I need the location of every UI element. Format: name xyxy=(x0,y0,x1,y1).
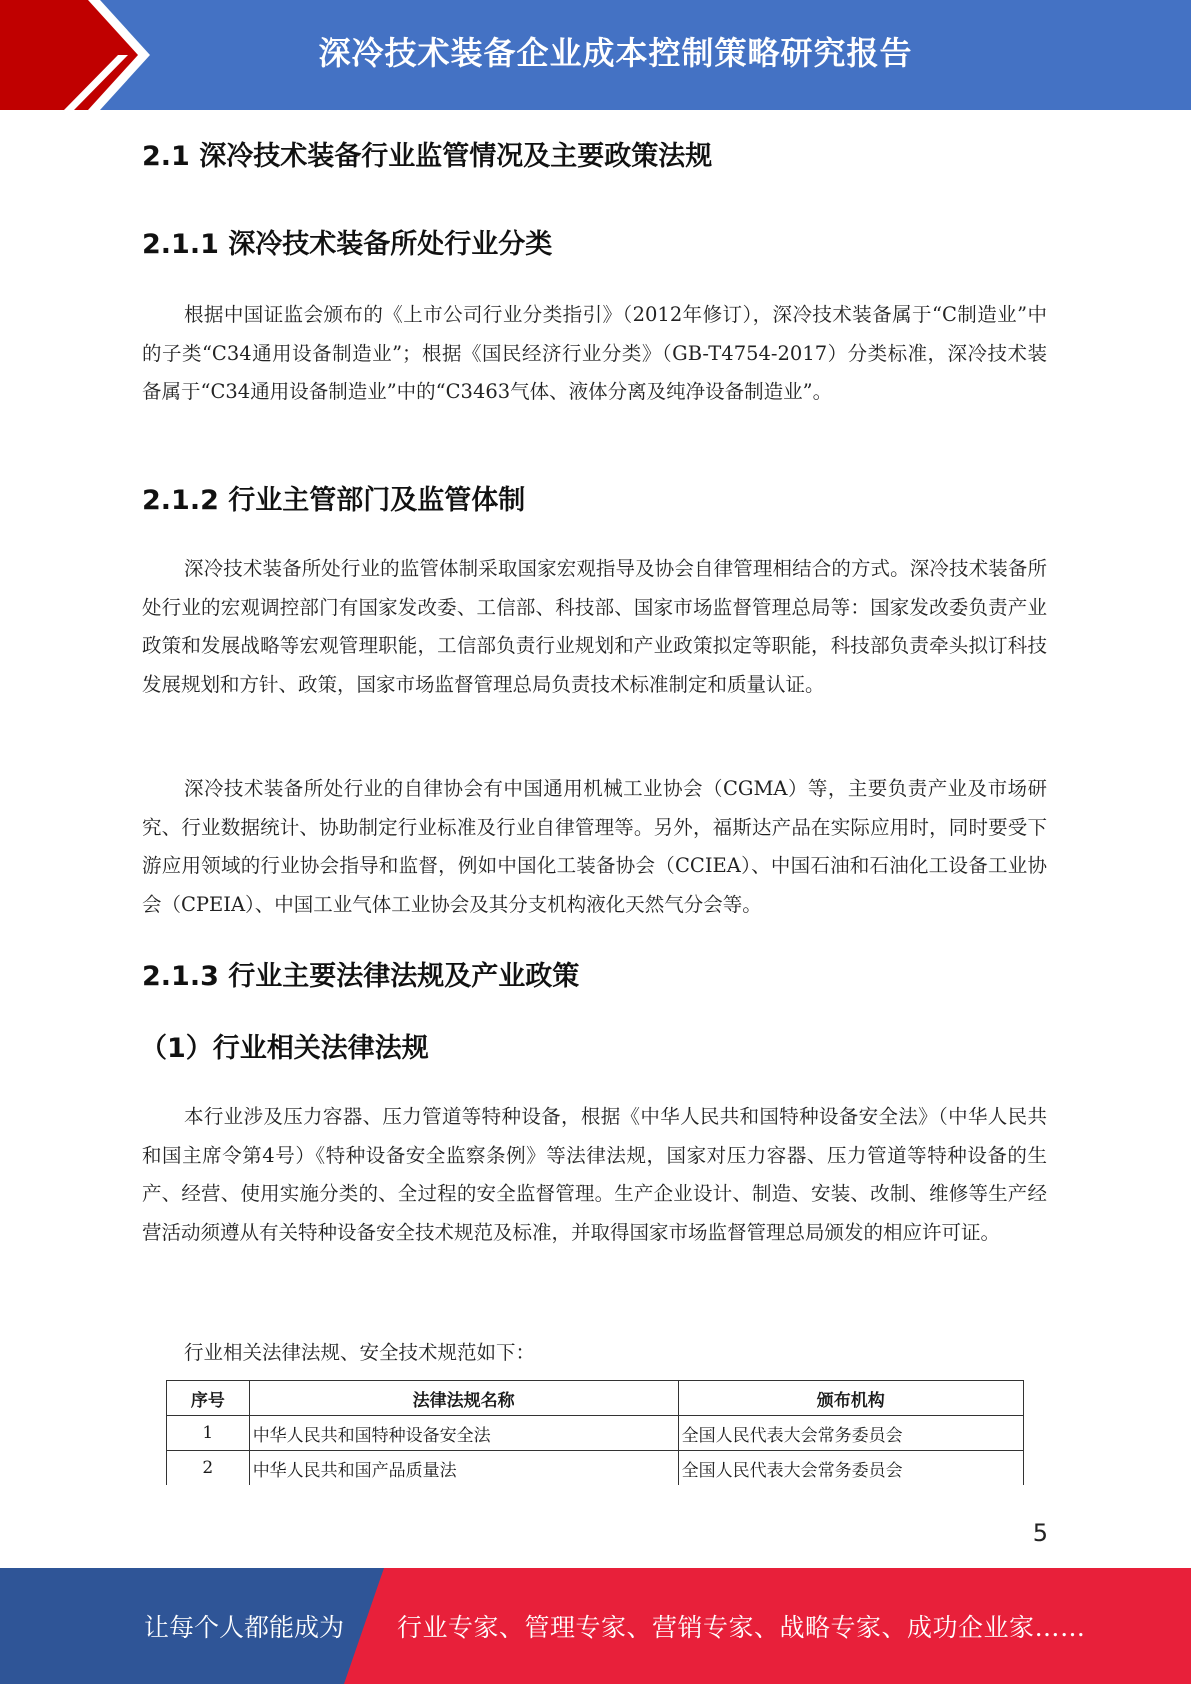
column-header-issuer: 颁布机构 xyxy=(678,1381,1023,1416)
footer-slogan-right: 行业专家、管理专家、营销专家、战略专家、成功企业家…… xyxy=(397,1613,1086,1642)
column-header-law-name: 法律法规名称 xyxy=(249,1381,678,1416)
paragraph-table-intro: 行业相关法律法规、安全技术规范如下： xyxy=(184,1341,536,1364)
paragraph-industry-classification: 根据中国证监会颁布的《上市公司行业分类指引》（2012年修订），深冷技术装备属于“C制造业”中的子类“C34通用设备制造业”；根据《国民经济行业分类》（GB-T4754-2017）分类标准，深冷技术装备属于“C34通用设备制造业”中的“C3463气体、液体分离及纯净设备制造业”。 xyxy=(142,303,1047,403)
table-header-row xyxy=(167,1381,1024,1416)
heading-2-1-3: 2.1.3 行业主要法律法规及产业政策 xyxy=(142,961,580,992)
paragraph-self-regulation: 深冷技术装备所处行业的自律协会有中国通用机械工业协会（CGMA）等，主要负责产业及市场研究、行业数据统计、协助制定行业标准及行业自律管理等。另外，福斯达产品在实际应用时，同时要受下游应用领域的行业协会指导和监督，例如中国化工装备协会（CCIEA）、中国石油和石油化工设备工业协会（CPEIA）、中国工业气体工业协会及其分支机构液化天然气分会等。 xyxy=(142,777,1047,916)
cell-issuer: 全国人民代表大会常务委员会 xyxy=(678,1416,1023,1451)
heading-2-1: 2.1 深冷技术装备行业监管情况及主要政策法规 xyxy=(142,141,713,172)
heading-2-1-1: 2.1.1 深冷技术装备所处行业分类 xyxy=(142,229,553,260)
cell-law-name: 中华人民共和国特种设备安全法 xyxy=(249,1416,678,1451)
column-header-number: 序号 xyxy=(167,1381,250,1416)
footer-slogan-left: 让每个人都能成为 xyxy=(144,1613,345,1642)
cell-issuer: 全国人民代表大会常务委员会 xyxy=(678,1451,1023,1486)
laws-table xyxy=(166,1380,1024,1485)
paragraph-special-equipment: 本行业涉及压力容器、压力管道等特种设备，根据《中华人民共和国特种设备安全法》（中华人民共和国主席令第4号）《特种设备安全监察条例》等法律法规，国家对压力容器、压力管道等特种设备的生产、经营、使用实施分类的、全过程的安全监督管理。生产企业设计、制造、安装、改制、维修等生产经营活动须遵从有关特种设备安全技术规范及标准，并取得国家市场监督管理总局颁发的相应许可证。 xyxy=(142,1105,1047,1244)
cell-law-name: 中华人民共和国产品质量法 xyxy=(249,1451,678,1486)
heading-laws: （1）行业相关法律法规 xyxy=(140,1033,429,1064)
cell-number: 1 xyxy=(167,1416,250,1451)
page-number: 5 xyxy=(1032,1519,1048,1547)
report-title: 深冷技术装备企业成本控制策略研究报告 xyxy=(318,34,913,72)
page-header xyxy=(0,0,1191,110)
page-footer xyxy=(0,1568,1191,1684)
cell-number: 2 xyxy=(167,1451,250,1486)
heading-2-1-2: 2.1.2 行业主管部门及监管体制 xyxy=(142,485,526,516)
paragraph-regulatory-system: 深冷技术装备所处行业的监管体制采取国家宏观指导及协会自律管理相结合的方式。深冷技术装备所处行业的宏观调控部门有国家发改委、工信部、科技部、国家市场监督管理总局等：国家发改委负责产业政策和发展战略等宏观管理职能，工信部负责行业规划和产业政策拟定等职能，科技部负责牵头拟订科技发展规划和方针、政策，国家市场监督管理总局负责技术标准制定和质量认证。 xyxy=(142,557,1047,696)
table-row xyxy=(167,1451,1024,1486)
table-row xyxy=(167,1416,1024,1451)
